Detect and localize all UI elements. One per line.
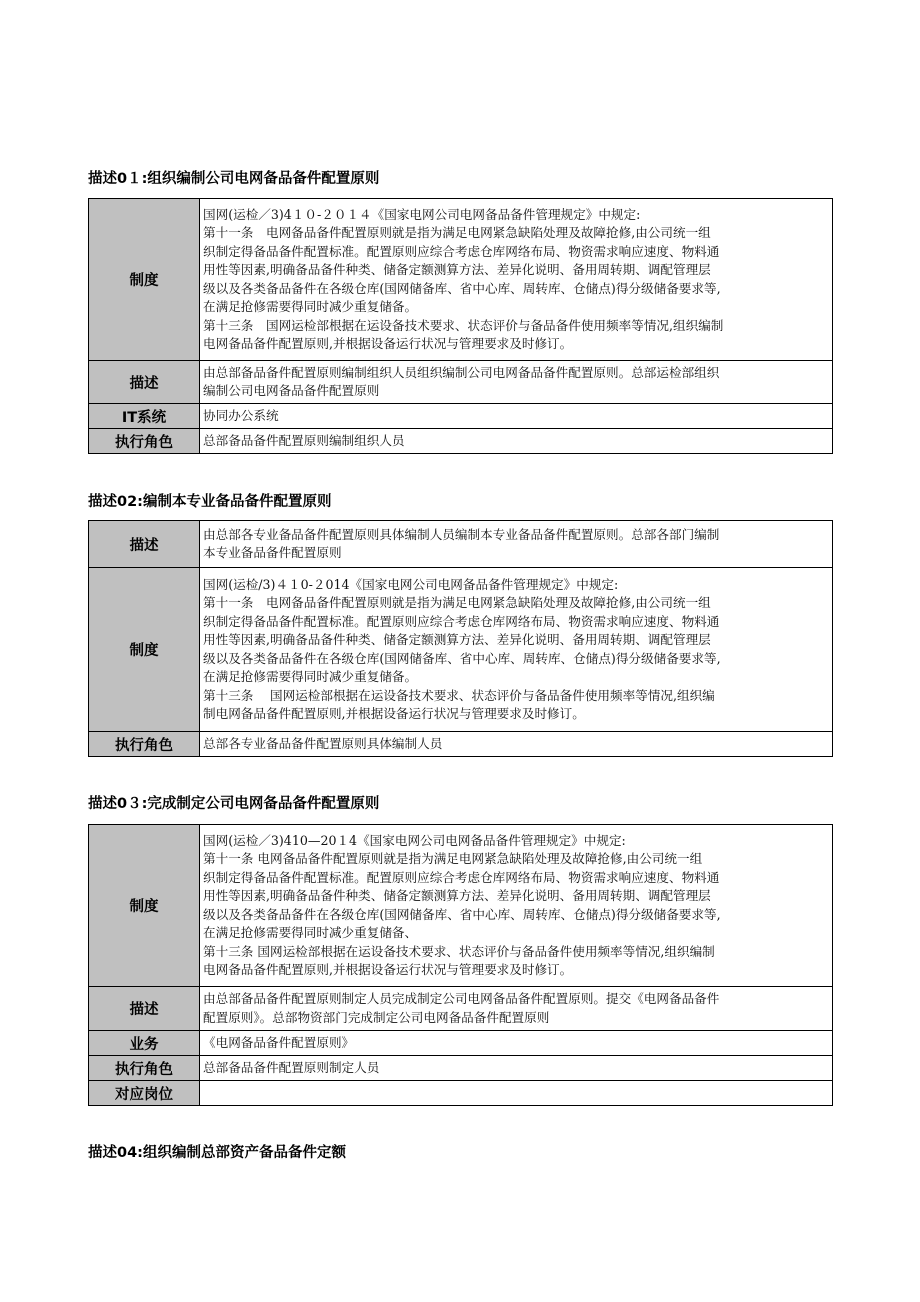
text-line: 第十一条 电网备品备件配置原则就是指为满足电网紧急缺陷处理及故障抢修,由公司统一组 [203, 225, 711, 240]
text-line: 第十三条 国网运检部根据在运设备技术要求、状态评价与备品备件使用频率等情况,组织编制 [203, 943, 715, 959]
section-1-table [88, 198, 833, 454]
section-2-title: 描述02:编制本专业备品备件配置原则 [88, 494, 332, 510]
row-label: 执行角色 [89, 1056, 200, 1081]
text-line: 由总部各专业备品备件配置原则具体编制人员编制本专业备品备件配置原则。总部各部门编制 [203, 526, 720, 542]
row-label: 制度 [89, 825, 200, 987]
text-line: 在满足抢修需要得同时减少重复储备。 [203, 669, 418, 684]
row-content [200, 521, 833, 568]
text-line: 第十一条 电网备品备件配置原则就是指为满足电网紧急缺陷处理及故障抢修,由公司统一组 [203, 851, 703, 866]
section-3-title: 描述0３:完成制定公司电网备品备件配置原则 [88, 796, 380, 812]
text-line: 制电网备品备件配置原则,并根据设备运行状况与管理要求及时修订。 [203, 706, 585, 721]
text-line: 级以及各类备品备件在各级仓库(国网储备库、省中心库、周转库、仓储点)得分级储备要求等, [203, 906, 721, 922]
section-4-title: 描述04:组织编制总部资产备品备件定额 [88, 1145, 346, 1161]
text-line: 国网(运检／3)410—20１4《国家电网公司电网备品备件管理规定》中规定: [203, 832, 626, 848]
text-line: 总部备品备件配置原则制定人员 [203, 1059, 380, 1075]
table-row [89, 825, 833, 987]
row-content [200, 825, 833, 987]
row-content [200, 361, 833, 404]
table-row [89, 568, 833, 732]
text-line: 编制公司电网备品备件配置原则 [203, 383, 380, 398]
table-row [89, 1031, 833, 1056]
text-line: 级以及各类备品备件在各级仓库(国网储备库、省中心库、周转库、仓储点)得分级储备要求等, [203, 650, 721, 666]
text-line: 织制定得备品备件配置标准。配置原则应综合考虑仓库网络布局、物资需求响应速度、物料通 [203, 243, 720, 259]
text-line: 在满足抢修需要得同时减少重复储备。 [203, 299, 418, 314]
row-label: 描述 [89, 521, 200, 568]
text-line: 国网(运检／3)4１０-２０１４《国家电网公司电网备品备件管理规定》中规定: [203, 206, 641, 222]
row-content [200, 568, 833, 732]
text-line: 级以及各类备品备件在各级仓库(国网储备库、省中心库、周转库、仓储点)得分级储备要求等, [203, 280, 721, 296]
row-label: IT系统 [89, 404, 200, 429]
table-row [89, 521, 833, 568]
text-line: 织制定得备品备件配置标准。配置原则应综合考虑仓库网络布局、物资需求响应速度、物料通 [203, 869, 720, 885]
text-line: 协同办公系统 [203, 407, 279, 423]
text-line: 织制定得备品备件配置标准。配置原则应综合考虑仓库网络布局、物资需求响应速度、物料通 [203, 613, 720, 629]
row-content [200, 732, 833, 757]
row-label: 执行角色 [89, 429, 200, 454]
text-line: 国网(运检/3)４１0-２014《国家电网公司电网备品备件管理规定》中规定: [203, 576, 619, 592]
text-line: 第十一条 电网备品备件配置原则就是指为满足电网紧急缺陷处理及故障抢修,由公司统一组 [203, 595, 711, 610]
text-line: 本专业备品备件配置原则 [203, 545, 342, 560]
text-line: 在满足抢修需要得同时减少重复储备、 [203, 925, 418, 940]
row-content [200, 404, 833, 429]
section-2-table [88, 520, 833, 757]
row-content [200, 199, 833, 361]
row-label: 制度 [89, 568, 200, 732]
row-content-empty [200, 1081, 833, 1106]
row-label: 对应岗位 [89, 1081, 200, 1106]
row-label: 描述 [89, 361, 200, 404]
row-label: 描述 [89, 987, 200, 1031]
table-row [89, 429, 833, 454]
text-line: 电网备品备件配置原则,并根据设备运行状况与管理要求及时修订。 [203, 336, 573, 351]
text-line: 配置原则》。总部物资部门完成制定公司电网备品备件配置原则 [203, 1009, 550, 1025]
table-row [89, 199, 833, 361]
text-line: 用性等因素,明确备品备件种类、储备定额测算方法、差异化说明、备用周转期、调配管理层 [203, 262, 711, 277]
table-row [89, 404, 833, 429]
section-3-table [88, 824, 833, 1106]
table-row [89, 732, 833, 757]
section-1-title: 描述0１:组织编制公司电网备品备件配置原则 [88, 171, 380, 187]
table-row [89, 1056, 833, 1081]
row-content [200, 1031, 833, 1056]
text-line: 由总部备品备件配置原则制定人员完成制定公司电网备品备件配置原则。提交《电网备品备件 [203, 991, 720, 1006]
row-content [200, 987, 833, 1031]
text-line: 《电网备品备件配置原则》 [203, 1034, 355, 1050]
text-line: 总部各专业备品备件配置原则具体编制人员 [203, 735, 443, 751]
table-row [89, 1081, 833, 1106]
text-line: 电网备品备件配置原则,并根据设备运行状况与管理要求及时修订。 [203, 962, 573, 977]
table-row [89, 361, 833, 404]
table-row [89, 987, 833, 1031]
text-line: 由总部备品备件配置原则编制组织人员组织编制公司电网备品备件配置原则。总部运检部组织 [203, 364, 720, 380]
text-line: 总部备品备件配置原则编制组织人员 [203, 432, 405, 448]
row-label: 执行角色 [89, 732, 200, 757]
text-line: 第十三条 国网运检部根据在运设备技术要求、状态评价与备品备件使用频率等情况,组织编制 [203, 317, 724, 333]
text-line: 用性等因素,明确备品备件种类、储备定额测算方法、差异化说明、备用周转期、调配管理层 [203, 888, 711, 903]
row-content [200, 429, 833, 454]
text-line: 用性等因素,明确备品备件种类、储备定额测算方法、差异化说明、备用周转期、调配管理层 [203, 632, 711, 647]
row-label: 业务 [89, 1031, 200, 1056]
row-content [200, 1056, 833, 1081]
row-label: 制度 [89, 199, 200, 361]
text-line: 第十三条 国网运检部根据在运设备技术要求、状态评价与备品备件使用频率等情况,组织编 [203, 687, 715, 703]
